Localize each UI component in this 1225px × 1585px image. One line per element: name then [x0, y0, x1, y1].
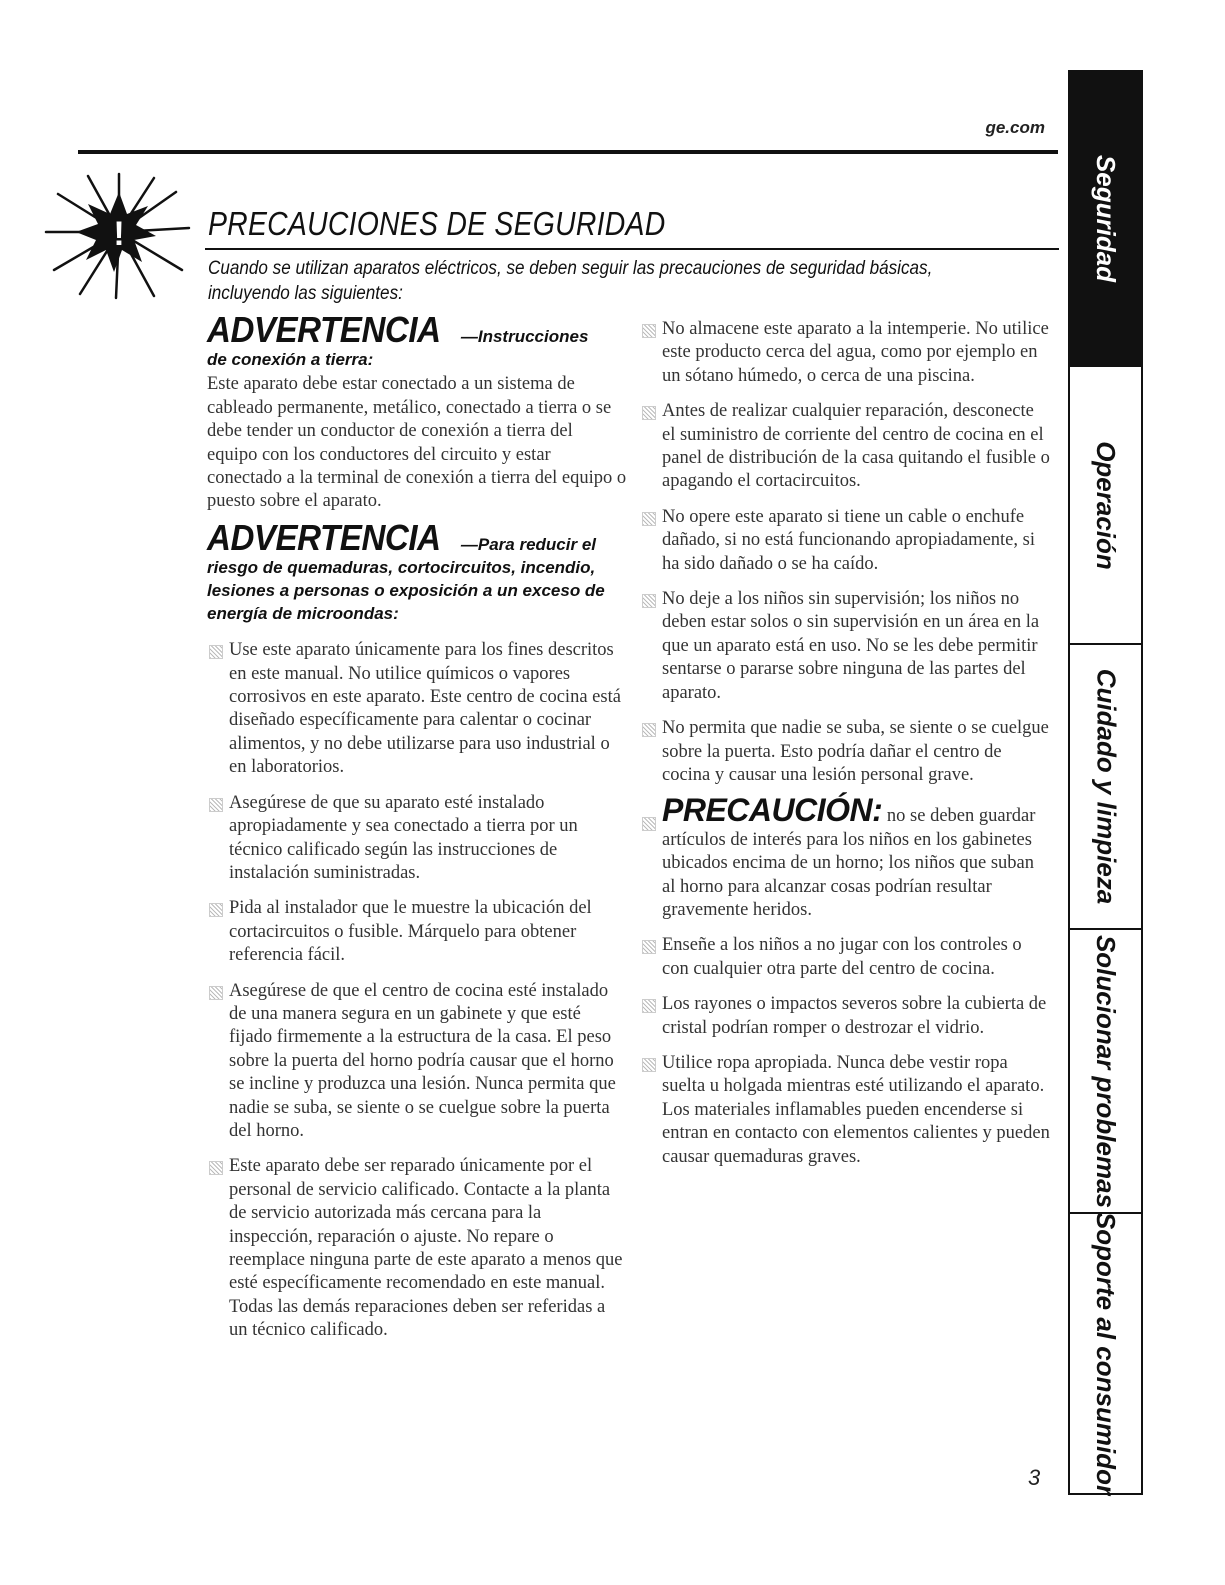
tab-solucionar-problemas[interactable]: Solucionar problemas [1070, 930, 1141, 1214]
top-rule [78, 150, 1058, 154]
list-item: No almacene este aparato a la intemperie. No utilice este producto cerca del agua, como por ejemplo en un sótano húmedo, o cerca de una piscina. [640, 318, 1050, 388]
right-column [640, 318, 1050, 1181]
page-title: PRECAUCIONES DE SEGURIDAD [208, 205, 666, 242]
list-item: Asegúrese de que su aparato esté instalado apropiadamente y sea conectado a tierra por un técnico calificado según las instrucciones de instalación suministradas. [207, 792, 627, 886]
list-item: Los rayones o impactos severos sobre la cubierta de cristal podrían romper o destrozar el vidrio. [640, 993, 1050, 1040]
bullet-icon [642, 594, 656, 608]
list-item: Antes de realizar cualquier reparación, desconecte el suministro de corriente del centro de cocina en el panel de distribución de la casa quitando el fusible o apagando el cortacircuitos. [640, 400, 1050, 494]
bullet-icon [642, 324, 656, 338]
warning-heading-grounding: ADVERTENCIA —Instrucciones [207, 309, 589, 350]
list-item: Asegúrese de que el centro de cocina esté instalado de una manera segura en un gabinete y que esté fijado firmemente a la estructura de la casa. El peso sobre la puerta del horno podría causar que el horno se incline y produzca una lesión. Nunca permita que nadie se suba, se siente o se cuelgue sobre la puerta del horno. [207, 980, 627, 1144]
warning-subheading-risk: riesgo de quemaduras, cortocircuitos, incendio, lesiones a personas o exposición a un exceso de energía de microondas: [207, 558, 605, 624]
bullet-icon [642, 512, 656, 526]
bullet-icon [642, 1058, 656, 1072]
grounding-text: Este aparato debe estar conectado a un sistema de cableado permanente, metálico, conectado a tierra o se debe tender un conductor de conexión a tierra del equipo con los conductores del circuito y estar conectado a la terminal de conexión a tierra del equipo o puesto sobre el aparato. [207, 374, 627, 512]
tab-operacion[interactable]: Operación [1070, 367, 1141, 645]
bullet-icon [209, 645, 223, 659]
list-item: No opere este aparato si tiene un cable o enchufe dañado, si no está funcionando apropiadamente, si ha sido dañado o se ha caído. [640, 506, 1050, 576]
site-url: ge.com [985, 118, 1045, 137]
bullet-icon [209, 798, 223, 812]
warning-subheading-grounding: de conexión a tierra: [207, 350, 374, 370]
bullet-icon [642, 999, 656, 1013]
title-rule [205, 248, 1059, 250]
section-tabs [1068, 70, 1143, 1495]
list-item: Utilice ropa apropiada. Nunca debe vestir ropa suelta u holgada mientras esté utilizando el aparato. Los materiales inflamables pueden encenderse si entran en contacto con elementos calientes y pueden causar quemaduras graves. [640, 1052, 1050, 1169]
page-number: 3 [1028, 1465, 1041, 1490]
list-item: Enseñe a los niños a no jugar con los controles o con cualquier otra parte del centro de cocina. [640, 934, 1050, 981]
bullet-icon [642, 817, 656, 831]
left-column [207, 309, 627, 1355]
svg-text:!: ! [113, 215, 125, 253]
list-item: Pida al instalador que le muestre la ubicación del cortacircuitos o fusible. Márquelo para obtener referencia fácil. [207, 897, 627, 967]
bullet-icon [209, 903, 223, 917]
caution-text: no se deben guardar artículos de interés para los niños en los gabinetes ubicados encima de un horno; los niños que suban al horno para alcanzar cosas podrían resultar gravemente heridos. [662, 806, 1036, 920]
warning-burst-icon [44, 170, 194, 300]
tab-cuidado-limpieza[interactable]: Cuidado y limpieza [1070, 645, 1141, 930]
bullet-icon [209, 986, 223, 1000]
bullet-icon [209, 1161, 223, 1175]
caution-heading: PRECAUCIÓN: [662, 792, 883, 829]
list-item: Este aparato debe ser reparado únicamente por el personal de servicio calificado. Contacte a la planta de servicio autorizada más cercana para la inspección, reparación o ajuste. No repare o reemplace ninguna parte de este aparato a menos que esté específicamente recomendado en este manual. Todas las demás reparaciones deben ser referidas a un técnico calificado. [207, 1155, 627, 1342]
list-item: No permita que nadie se suba, se siente o se cuelgue sobre la puerta. Esto podría dañar el centro de cocina y causar una lesión personal grave. [640, 717, 1050, 787]
bullet-icon [642, 723, 656, 737]
tab-soporte-consumidor[interactable]: Soporte al consumidor [1091, 1211, 1121, 1496]
warning-heading-risk: ADVERTENCIA —Para reducir el [207, 516, 596, 558]
list-item: Use este aparato únicamente para los fines descritos en este manual. No utilice químicos o vapores corrosivos en este aparato. Este centro de cocina está diseñado específicamente para calentar o cocinar alimentos, y no debe utilizarse para uso industrial o en laboratorios. [207, 639, 627, 779]
list-item: No deje a los niños sin supervisión; los niños no deben estar solos o sin supervisión en un área en la que un aparato está en uso. No se les debe permitir sentarse o pararse sobre ninguna de las partes del aparato. [640, 588, 1050, 705]
intro-text: Cuando se utilizan aparatos eléctricos, se deben seguir las precauciones de seguridad básicas, incluyendo las siguientes: [208, 258, 933, 304]
tab-seguridad[interactable]: Seguridad [1070, 72, 1141, 367]
bullet-icon [642, 940, 656, 954]
bullet-icon [642, 406, 656, 420]
caution-item [640, 792, 1050, 922]
